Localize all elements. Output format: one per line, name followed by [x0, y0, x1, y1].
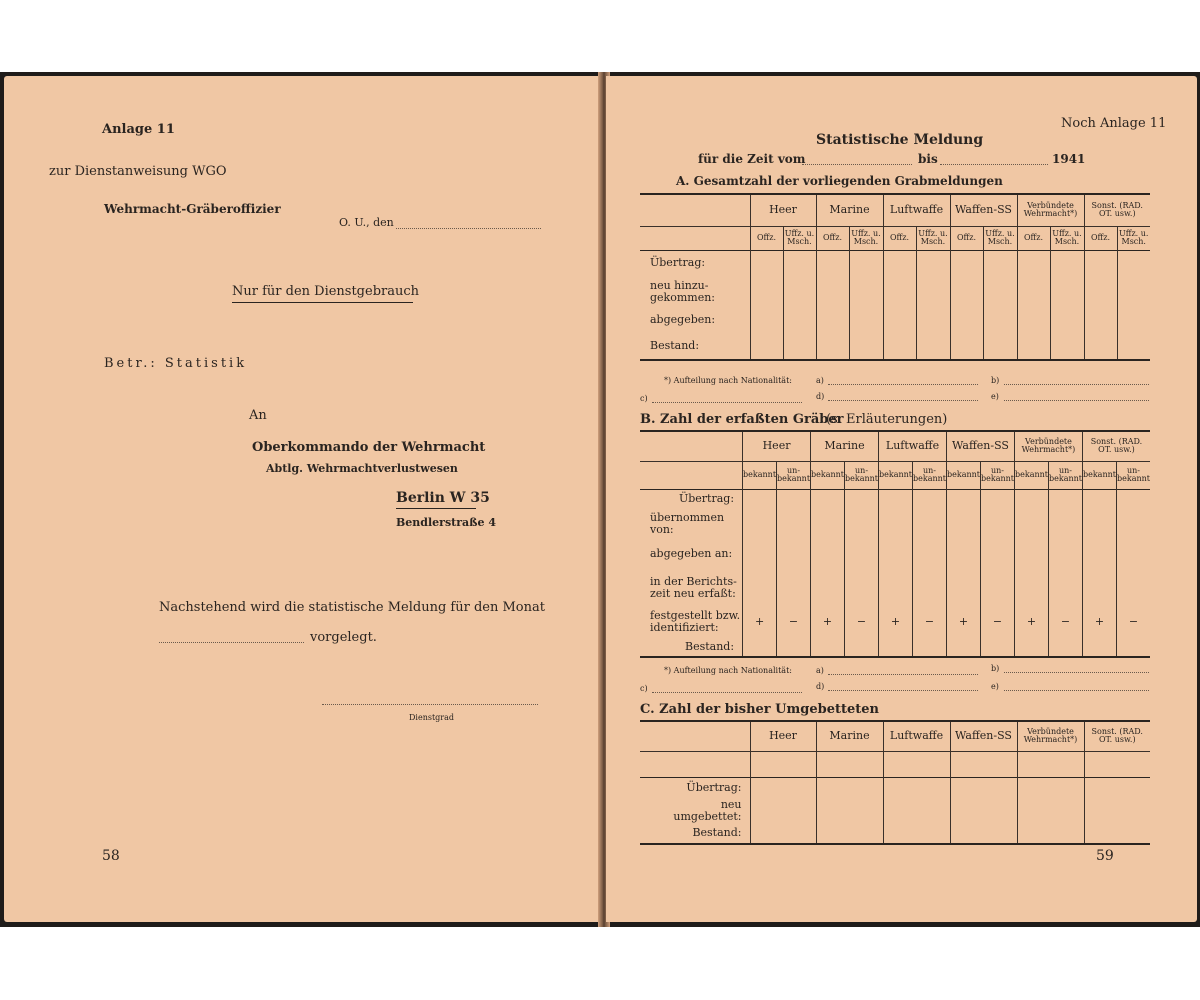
plus-sign: +: [1082, 607, 1116, 637]
sub-bekannt: bekannt: [1082, 461, 1116, 489]
page-number-left: 58: [102, 848, 120, 864]
sub-offz: Offz.: [1084, 226, 1117, 250]
fn-c: c): [640, 394, 648, 403]
fn-line: [828, 400, 978, 401]
sub-offz: Offz.: [883, 226, 916, 250]
vermerk-label: Nur für den Dienstgebrauch: [232, 284, 420, 299]
row-label: neu umgebettet:: [673, 798, 742, 823]
bis-label: bis: [918, 152, 938, 166]
row-label: Übertrag:: [640, 489, 743, 509]
head-sonstige: Sonst. (RAD. OT. usw.): [1084, 721, 1150, 751]
sub-bekannt: bekannt: [1014, 461, 1048, 489]
absender-label: Wehrmacht-Gräberoffizier: [104, 202, 281, 216]
sub-bekannt: bekannt: [947, 461, 981, 489]
section-b-table: [640, 430, 1150, 658]
zeit-von-line: [802, 164, 912, 165]
an-label: An: [249, 408, 267, 423]
page-number-right: 59: [1096, 848, 1114, 864]
sub-unbekannt: un-bekannt: [777, 461, 811, 489]
minus-sign: −: [845, 607, 879, 637]
head-verbuendete: Verbündete Wehrmacht*): [1014, 431, 1082, 461]
sub-unbekannt: un-bekannt: [845, 461, 879, 489]
strasse-label: Bendlerstraße 4: [396, 516, 496, 529]
sub-offz: Offz.: [816, 226, 849, 250]
fn-b: b): [991, 664, 1000, 673]
head-waffen-ss: Waffen-SS: [947, 431, 1015, 461]
betreff-label: Betr.: Statistik: [104, 356, 248, 371]
head-heer: Heer: [743, 431, 811, 461]
anlage-label: Anlage 11: [102, 122, 175, 137]
sub-bekannt: bekannt: [743, 461, 777, 489]
sub-bekannt: bekannt: [879, 461, 913, 489]
minus-sign: −: [1048, 607, 1082, 637]
sub-uffz: Uffz. u. Msch.: [849, 226, 883, 250]
datum-line: [396, 228, 541, 229]
head-sonstige: Sonst. (RAD. OT. usw.): [1084, 194, 1150, 226]
section-c-table: [640, 720, 1150, 845]
head-verbuendete: Verbündete Wehrmacht*): [1017, 194, 1084, 226]
stadt-label: Berlin W 35: [396, 490, 490, 506]
zeit-bis-line: [940, 164, 1048, 165]
fn-line: [828, 384, 978, 385]
head-luftwaffe: Luftwaffe: [879, 431, 947, 461]
footnote-b: *) Aufteilung nach Nationalität:: [664, 666, 792, 675]
row-label: übernommen von:: [650, 511, 725, 536]
ort-datum-label: O. U., den: [339, 216, 394, 229]
head-waffen-ss: Waffen-SS: [950, 721, 1017, 751]
sub-unbekannt: un-bekannt: [913, 461, 947, 489]
empfaenger-line2: Abtlg. Wehrmachtverlustwesen: [266, 462, 458, 475]
fn-line: [828, 674, 978, 675]
form-title: Statistische Meldung: [816, 132, 984, 148]
sub-uffz: Uffz. u. Msch.: [916, 226, 950, 250]
sub-uffz: Uffz. u. Msch.: [783, 226, 816, 250]
head-marine: Marine: [811, 431, 879, 461]
fn-line: [1004, 400, 1149, 401]
dienstanweisung-label: zur Dienstanweisung WGO: [49, 164, 227, 179]
footnote-a: *) Aufteilung nach Nationalität:: [664, 376, 792, 385]
head-luftwaffe: Luftwaffe: [883, 194, 950, 226]
plus-sign: +: [811, 607, 845, 637]
fn-b: b): [991, 376, 1000, 385]
row-label: Bestand:: [640, 637, 743, 657]
right-page: [606, 76, 1197, 922]
open-book: [0, 72, 1200, 927]
head-marine: Marine: [816, 194, 883, 226]
noch-anlage-label: Noch Anlage 11: [1061, 116, 1167, 131]
fn-e: e): [991, 682, 999, 691]
text-line1: Nachstehend wird die statistische Meldung für den Monat: [159, 600, 545, 615]
sub-uffz: Uffz. u. Msch.: [1050, 226, 1084, 250]
vermerk-underline: [232, 302, 413, 303]
row-label: in der Berichts-zeit neu erfaßt:: [650, 575, 737, 600]
row-label: neu hinzu-gekommen:: [650, 279, 716, 304]
minus-sign: −: [777, 607, 811, 637]
head-heer: Heer: [750, 194, 816, 226]
fn-a: a): [816, 666, 824, 675]
section-a-title: A. Gesamtzahl der vorliegenden Grabmeldungen: [676, 174, 1003, 188]
sub-offz: Offz.: [750, 226, 783, 250]
sub-unbekannt: un-bekannt: [1116, 461, 1150, 489]
row-label: abgegeben:: [650, 313, 716, 327]
left-page: [4, 76, 602, 922]
row-label: festgestellt bzw. identifiziert:: [650, 609, 741, 634]
fn-line: [1004, 690, 1149, 691]
fn-line: [1004, 384, 1149, 385]
row-label: abgegeben an:: [650, 547, 733, 561]
minus-sign: −: [981, 607, 1015, 637]
plus-sign: +: [947, 607, 981, 637]
plus-sign: +: [1014, 607, 1048, 637]
section-c-title: C. Zahl der bisher Umgebetteten: [640, 702, 880, 717]
jahr-label: 1941: [1052, 152, 1086, 166]
row-label: Bestand:: [640, 822, 750, 844]
sub-bekannt: bekannt: [811, 461, 845, 489]
head-sonstige: Sonst. (RAD. OT. usw.): [1082, 431, 1150, 461]
head-marine: Marine: [816, 721, 883, 751]
plus-sign: +: [743, 607, 777, 637]
dienstgrad-label: Dienstgrad: [409, 713, 455, 722]
zeit-label: für die Zeit vom: [698, 152, 806, 166]
fn-line: [828, 690, 978, 691]
fn-a: a): [816, 376, 824, 385]
sub-uffz: Uffz. u. Msch.: [983, 226, 1017, 250]
section-b-note: (s. Erläuterungen): [826, 412, 948, 427]
sub-offz: Offz.: [950, 226, 983, 250]
sub-uffz: Uffz. u. Msch.: [1117, 226, 1150, 250]
monat-line: [159, 642, 304, 643]
stadt-underline: [396, 508, 476, 509]
minus-sign: −: [1116, 607, 1150, 637]
section-a-table: [640, 193, 1150, 361]
row-label: Bestand:: [640, 332, 750, 360]
fn-c: c): [640, 684, 648, 693]
fn-line: [652, 402, 802, 403]
fn-line: [652, 692, 802, 693]
sub-unbekannt: un-bekannt: [981, 461, 1015, 489]
sub-offz: Offz.: [1017, 226, 1050, 250]
head-verbuendete: Verbündete Wehrmacht*): [1017, 721, 1084, 751]
section-b-title: B. Zahl der erfaßten Gräber: [640, 412, 844, 427]
fn-e: e): [991, 392, 999, 401]
minus-sign: −: [913, 607, 947, 637]
row-label: Übertrag:: [640, 777, 750, 799]
text-line2: vorgelegt.: [310, 630, 377, 645]
head-luftwaffe: Luftwaffe: [883, 721, 950, 751]
head-waffen-ss: Waffen-SS: [950, 194, 1017, 226]
fn-d: d): [816, 682, 825, 691]
unterschrift-line: [322, 704, 538, 705]
plus-sign: +: [879, 607, 913, 637]
empfaenger-line1: Oberkommando der Wehrmacht: [252, 440, 486, 455]
fn-d: d): [816, 392, 825, 401]
head-heer: Heer: [750, 721, 816, 751]
sub-unbekannt: un-bekannt: [1048, 461, 1082, 489]
fn-line: [1004, 672, 1149, 673]
row-label: Übertrag:: [640, 250, 750, 276]
